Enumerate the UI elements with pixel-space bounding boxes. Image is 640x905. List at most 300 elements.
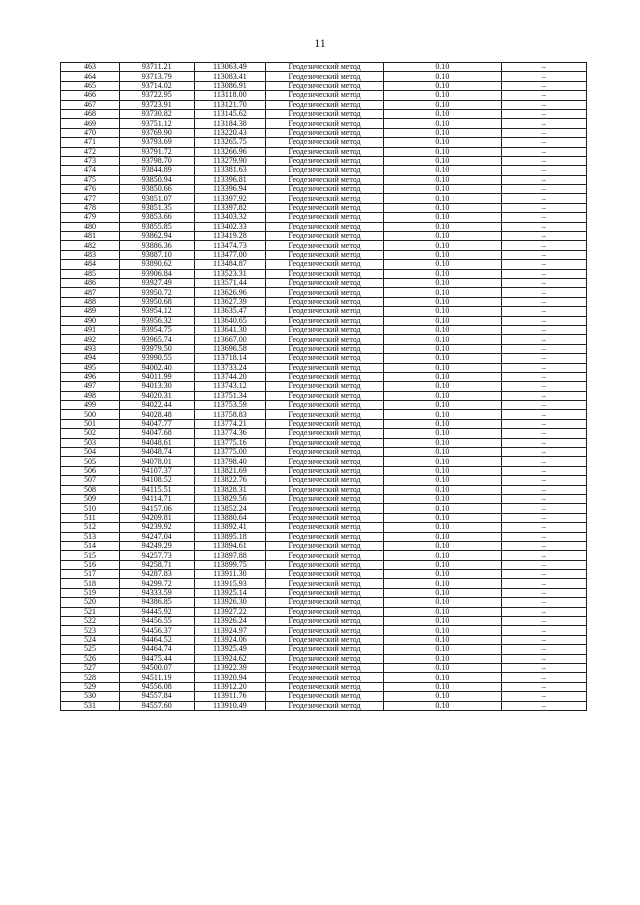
method-cell: Геодезический метод	[266, 448, 384, 457]
point-number-cell: 463	[61, 63, 120, 72]
table-row	[61, 401, 587, 410]
x-coordinate-cell: 93990.55	[119, 354, 194, 363]
accuracy-cell: 0.10	[383, 147, 501, 156]
point-number-cell: 518	[61, 579, 120, 588]
x-coordinate-cell: 94287.83	[119, 570, 194, 579]
point-number-cell: 466	[61, 91, 120, 100]
x-coordinate-cell: 93844.89	[119, 166, 194, 175]
y-coordinate-cell: 113774.21	[194, 419, 266, 428]
description-cell: –	[501, 185, 586, 194]
method-cell: Геодезический метод	[266, 598, 384, 607]
table-row	[61, 232, 587, 241]
method-cell: Геодезический метод	[266, 410, 384, 419]
x-coordinate-cell: 94511.19	[119, 673, 194, 682]
y-coordinate-cell: 113397.82	[194, 203, 266, 212]
point-number-cell: 509	[61, 494, 120, 503]
y-coordinate-cell: 113922.39	[194, 664, 266, 673]
description-cell: –	[501, 560, 586, 569]
method-cell: Геодезический метод	[266, 232, 384, 241]
method-cell: Геодезический метод	[266, 325, 384, 334]
x-coordinate-cell: 93791.72	[119, 147, 194, 156]
x-coordinate-cell: 93956.32	[119, 316, 194, 325]
description-cell: –	[501, 438, 586, 447]
point-number-cell: 468	[61, 109, 120, 118]
accuracy-cell: 0.10	[383, 664, 501, 673]
accuracy-cell: 0.10	[383, 250, 501, 259]
method-cell: Геодезический метод	[266, 466, 384, 475]
x-coordinate-cell: 94475.44	[119, 654, 194, 663]
x-coordinate-cell: 93965.74	[119, 335, 194, 344]
y-coordinate-cell: 113083.41	[194, 72, 266, 81]
description-cell: –	[501, 457, 586, 466]
y-coordinate-cell: 113381.63	[194, 166, 266, 175]
point-number-cell: 481	[61, 232, 120, 241]
table-row	[61, 560, 587, 569]
description-cell: –	[501, 250, 586, 259]
method-cell: Геодезический метод	[266, 645, 384, 654]
table-row	[61, 325, 587, 334]
table-row	[61, 222, 587, 231]
method-cell: Геодезический метод	[266, 269, 384, 278]
description-cell: –	[501, 138, 586, 147]
y-coordinate-cell: 113641.30	[194, 325, 266, 334]
method-cell: Геодезический метод	[266, 673, 384, 682]
method-cell: Геодезический метод	[266, 63, 384, 72]
y-coordinate-cell: 113266.96	[194, 147, 266, 156]
point-number-cell: 513	[61, 532, 120, 541]
x-coordinate-cell: 93950.68	[119, 297, 194, 306]
x-coordinate-cell: 93979.50	[119, 344, 194, 353]
x-coordinate-cell: 93853.66	[119, 213, 194, 222]
x-coordinate-cell: 94048.74	[119, 448, 194, 457]
description-cell: –	[501, 278, 586, 287]
accuracy-cell: 0.10	[383, 175, 501, 184]
y-coordinate-cell: 113743.12	[194, 382, 266, 391]
description-cell: –	[501, 513, 586, 522]
method-cell: Геодезический метод	[266, 391, 384, 400]
description-cell: –	[501, 466, 586, 475]
accuracy-cell: 0.10	[383, 72, 501, 81]
y-coordinate-cell: 113403.32	[194, 213, 266, 222]
y-coordinate-cell: 113924.06	[194, 635, 266, 644]
point-number-cell: 511	[61, 513, 120, 522]
table-row	[61, 617, 587, 626]
y-coordinate-cell: 113758.83	[194, 410, 266, 419]
method-cell: Геодезический метод	[266, 278, 384, 287]
description-cell: –	[501, 288, 586, 297]
table-row	[61, 363, 587, 372]
table-row	[61, 147, 587, 156]
point-number-cell: 465	[61, 81, 120, 90]
description-cell: –	[501, 664, 586, 673]
x-coordinate-cell: 94500.07	[119, 664, 194, 673]
x-coordinate-cell: 94299.72	[119, 579, 194, 588]
x-coordinate-cell: 94028.48	[119, 410, 194, 419]
description-cell: –	[501, 382, 586, 391]
accuracy-cell: 0.10	[383, 607, 501, 616]
x-coordinate-cell: 94011.99	[119, 372, 194, 381]
description-cell: –	[501, 316, 586, 325]
method-cell: Геодезический метод	[266, 363, 384, 372]
table-row	[61, 185, 587, 194]
x-coordinate-cell: 93751.12	[119, 119, 194, 128]
point-number-cell: 510	[61, 504, 120, 513]
table-row	[61, 269, 587, 278]
accuracy-cell: 0.10	[383, 363, 501, 372]
x-coordinate-cell: 94557.60	[119, 701, 194, 710]
page-number: 11	[314, 36, 326, 50]
point-number-cell: 490	[61, 316, 120, 325]
point-number-cell: 520	[61, 598, 120, 607]
table-row	[61, 523, 587, 532]
y-coordinate-cell: 113880.64	[194, 513, 266, 522]
description-cell: –	[501, 673, 586, 682]
method-cell: Геодезический метод	[266, 91, 384, 100]
y-coordinate-cell: 113915.93	[194, 579, 266, 588]
description-cell: –	[501, 588, 586, 597]
description-cell: –	[501, 81, 586, 90]
table-row	[61, 63, 587, 72]
accuracy-cell: 0.10	[383, 523, 501, 532]
accuracy-cell: 0.10	[383, 513, 501, 522]
y-coordinate-cell: 113396.94	[194, 185, 266, 194]
point-number-cell: 496	[61, 372, 120, 381]
description-cell: –	[501, 626, 586, 635]
table-row	[61, 297, 587, 306]
accuracy-cell: 0.10	[383, 63, 501, 72]
accuracy-cell: 0.10	[383, 635, 501, 644]
accuracy-cell: 0.10	[383, 626, 501, 635]
method-cell: Геодезический метод	[266, 203, 384, 212]
table-row	[61, 128, 587, 137]
y-coordinate-cell: 113279.90	[194, 156, 266, 165]
description-cell: –	[501, 232, 586, 241]
description-cell: –	[501, 541, 586, 550]
method-cell: Геодезический метод	[266, 81, 384, 90]
y-coordinate-cell: 113892.41	[194, 523, 266, 532]
method-cell: Геодезический метод	[266, 372, 384, 381]
description-cell: –	[501, 598, 586, 607]
point-number-cell: 467	[61, 100, 120, 109]
accuracy-cell: 0.10	[383, 194, 501, 203]
y-coordinate-cell: 113402.33	[194, 222, 266, 231]
description-cell: –	[501, 156, 586, 165]
point-number-cell: 488	[61, 297, 120, 306]
x-coordinate-cell: 94115.51	[119, 485, 194, 494]
method-cell: Геодезический метод	[266, 504, 384, 513]
accuracy-cell: 0.10	[383, 344, 501, 353]
table-row	[61, 570, 587, 579]
method-cell: Геодезический метод	[266, 579, 384, 588]
y-coordinate-cell: 113718.14	[194, 354, 266, 363]
description-cell: –	[501, 579, 586, 588]
table-row	[61, 607, 587, 616]
table-row	[61, 438, 587, 447]
description-cell: –	[501, 203, 586, 212]
accuracy-cell: 0.10	[383, 682, 501, 691]
description-cell: –	[501, 363, 586, 372]
y-coordinate-cell: 113220.43	[194, 128, 266, 137]
method-cell: Геодезический метод	[266, 607, 384, 616]
accuracy-cell: 0.10	[383, 91, 501, 100]
table-row	[61, 701, 587, 710]
accuracy-cell: 0.10	[383, 260, 501, 269]
description-cell: –	[501, 297, 586, 306]
table-row	[61, 551, 587, 560]
x-coordinate-cell: 94464.52	[119, 635, 194, 644]
accuracy-cell: 0.10	[383, 325, 501, 334]
method-cell: Геодезический метод	[266, 476, 384, 485]
accuracy-cell: 0.10	[383, 222, 501, 231]
table-row	[61, 344, 587, 353]
description-cell: –	[501, 391, 586, 400]
point-number-cell: 474	[61, 166, 120, 175]
x-coordinate-cell: 94556.08	[119, 682, 194, 691]
x-coordinate-cell: 93722.95	[119, 91, 194, 100]
description-cell: –	[501, 175, 586, 184]
method-cell: Геодезический метод	[266, 513, 384, 522]
y-coordinate-cell: 113829.56	[194, 494, 266, 503]
y-coordinate-cell: 113184.38	[194, 119, 266, 128]
table-row	[61, 260, 587, 269]
y-coordinate-cell: 113897.88	[194, 551, 266, 560]
x-coordinate-cell: 93890.62	[119, 260, 194, 269]
method-cell: Геодезический метод	[266, 457, 384, 466]
method-cell: Геодезический метод	[266, 194, 384, 203]
point-number-cell: 528	[61, 673, 120, 682]
table-row	[61, 100, 587, 109]
table-row	[61, 448, 587, 457]
point-number-cell: 482	[61, 241, 120, 250]
table-row	[61, 288, 587, 297]
x-coordinate-cell: 93851.35	[119, 203, 194, 212]
point-number-cell: 498	[61, 391, 120, 400]
point-number-cell: 472	[61, 147, 120, 156]
point-number-cell: 529	[61, 682, 120, 691]
point-number-cell: 504	[61, 448, 120, 457]
point-number-cell: 514	[61, 541, 120, 550]
point-number-cell: 469	[61, 119, 120, 128]
accuracy-cell: 0.10	[383, 485, 501, 494]
x-coordinate-cell: 94456.55	[119, 617, 194, 626]
point-number-cell: 530	[61, 692, 120, 701]
accuracy-cell: 0.10	[383, 100, 501, 109]
accuracy-cell: 0.10	[383, 457, 501, 466]
table-row	[61, 476, 587, 485]
table-row	[61, 494, 587, 503]
table-row	[61, 504, 587, 513]
method-cell: Геодезический метод	[266, 551, 384, 560]
y-coordinate-cell: 113733.24	[194, 363, 266, 372]
description-cell: –	[501, 607, 586, 616]
table-row	[61, 532, 587, 541]
coordinates-table	[60, 62, 587, 711]
description-cell: –	[501, 91, 586, 100]
x-coordinate-cell: 94557.84	[119, 692, 194, 701]
point-number-cell: 517	[61, 570, 120, 579]
point-number-cell: 471	[61, 138, 120, 147]
y-coordinate-cell: 113145.62	[194, 109, 266, 118]
description-cell: –	[501, 213, 586, 222]
x-coordinate-cell: 94247.04	[119, 532, 194, 541]
x-coordinate-cell: 94108.52	[119, 476, 194, 485]
description-cell: –	[501, 551, 586, 560]
table-row	[61, 626, 587, 635]
y-coordinate-cell: 113696.58	[194, 344, 266, 353]
x-coordinate-cell: 94249.29	[119, 541, 194, 550]
point-number-cell: 503	[61, 438, 120, 447]
accuracy-cell: 0.10	[383, 617, 501, 626]
accuracy-cell: 0.10	[383, 654, 501, 663]
description-cell: –	[501, 504, 586, 513]
y-coordinate-cell: 113477.00	[194, 250, 266, 259]
method-cell: Геодезический метод	[266, 541, 384, 550]
table-row	[61, 81, 587, 90]
method-cell: Геодезический метод	[266, 316, 384, 325]
point-number-cell: 487	[61, 288, 120, 297]
point-number-cell: 473	[61, 156, 120, 165]
accuracy-cell: 0.10	[383, 241, 501, 250]
description-cell: –	[501, 344, 586, 353]
point-number-cell: 505	[61, 457, 120, 466]
accuracy-cell: 0.10	[383, 504, 501, 513]
table-row	[61, 598, 587, 607]
description-cell: –	[501, 448, 586, 457]
method-cell: Геодезический метод	[266, 166, 384, 175]
table-row	[61, 372, 587, 381]
y-coordinate-cell: 113265.75	[194, 138, 266, 147]
x-coordinate-cell: 94114.71	[119, 494, 194, 503]
method-cell: Геодезический метод	[266, 532, 384, 541]
point-number-cell: 486	[61, 278, 120, 287]
table-row	[61, 213, 587, 222]
table-body	[61, 63, 587, 711]
method-cell: Геодезический метод	[266, 109, 384, 118]
y-coordinate-cell: 113571.44	[194, 278, 266, 287]
accuracy-cell: 0.10	[383, 401, 501, 410]
accuracy-cell: 0.10	[383, 494, 501, 503]
x-coordinate-cell: 93862.94	[119, 232, 194, 241]
accuracy-cell: 0.10	[383, 156, 501, 165]
accuracy-cell: 0.10	[383, 419, 501, 428]
table-row	[61, 664, 587, 673]
accuracy-cell: 0.10	[383, 138, 501, 147]
description-cell: –	[501, 269, 586, 278]
description-cell: –	[501, 147, 586, 156]
table-row	[61, 692, 587, 701]
description-cell: –	[501, 701, 586, 710]
x-coordinate-cell: 94333.59	[119, 588, 194, 597]
y-coordinate-cell: 113474.73	[194, 241, 266, 250]
point-number-cell: 491	[61, 325, 120, 334]
x-coordinate-cell: 94048.61	[119, 438, 194, 447]
table-row	[61, 109, 587, 118]
accuracy-cell: 0.10	[383, 588, 501, 597]
point-number-cell: 501	[61, 419, 120, 428]
accuracy-cell: 0.10	[383, 410, 501, 419]
description-cell: –	[501, 494, 586, 503]
accuracy-cell: 0.10	[383, 541, 501, 550]
table-row	[61, 635, 587, 644]
table-row	[61, 91, 587, 100]
x-coordinate-cell: 94157.06	[119, 504, 194, 513]
y-coordinate-cell: 113118.00	[194, 91, 266, 100]
y-coordinate-cell: 113775.16	[194, 438, 266, 447]
point-number-cell: 506	[61, 466, 120, 475]
table-row	[61, 138, 587, 147]
table-row	[61, 419, 587, 428]
accuracy-cell: 0.10	[383, 382, 501, 391]
y-coordinate-cell: 113627.39	[194, 297, 266, 306]
x-coordinate-cell: 94013.30	[119, 382, 194, 391]
point-number-cell: 508	[61, 485, 120, 494]
point-number-cell: 476	[61, 185, 120, 194]
method-cell: Геодезический метод	[266, 523, 384, 532]
accuracy-cell: 0.10	[383, 551, 501, 560]
method-cell: Геодезический метод	[266, 128, 384, 137]
point-number-cell: 478	[61, 203, 120, 212]
accuracy-cell: 0.10	[383, 297, 501, 306]
accuracy-cell: 0.10	[383, 391, 501, 400]
y-coordinate-cell: 113821.69	[194, 466, 266, 475]
y-coordinate-cell: 113925.14	[194, 588, 266, 597]
accuracy-cell: 0.10	[383, 288, 501, 297]
y-coordinate-cell: 113397.92	[194, 194, 266, 203]
y-coordinate-cell: 113920.94	[194, 673, 266, 682]
y-coordinate-cell: 113774.36	[194, 429, 266, 438]
accuracy-cell: 0.10	[383, 438, 501, 447]
description-cell: –	[501, 476, 586, 485]
method-cell: Геодезический метод	[266, 241, 384, 250]
x-coordinate-cell: 94456.37	[119, 626, 194, 635]
y-coordinate-cell: 113926.30	[194, 598, 266, 607]
accuracy-cell: 0.10	[383, 81, 501, 90]
x-coordinate-cell: 93730.82	[119, 109, 194, 118]
point-number-cell: 522	[61, 617, 120, 626]
accuracy-cell: 0.10	[383, 466, 501, 475]
y-coordinate-cell: 113523.31	[194, 269, 266, 278]
x-coordinate-cell: 93886.36	[119, 241, 194, 250]
table-row	[61, 307, 587, 316]
accuracy-cell: 0.10	[383, 213, 501, 222]
point-number-cell: 479	[61, 213, 120, 222]
y-coordinate-cell: 113419.28	[194, 232, 266, 241]
table-row	[61, 241, 587, 250]
table-row	[61, 466, 587, 475]
point-number-cell: 526	[61, 654, 120, 663]
accuracy-cell: 0.10	[383, 692, 501, 701]
y-coordinate-cell: 113894.61	[194, 541, 266, 550]
y-coordinate-cell: 113828.31	[194, 485, 266, 494]
table-row	[61, 194, 587, 203]
accuracy-cell: 0.10	[383, 645, 501, 654]
accuracy-cell: 0.10	[383, 232, 501, 241]
x-coordinate-cell: 94047.68	[119, 429, 194, 438]
table-row	[61, 429, 587, 438]
description-cell: –	[501, 654, 586, 663]
method-cell: Геодезический метод	[266, 701, 384, 710]
method-cell: Геодезический метод	[266, 213, 384, 222]
x-coordinate-cell: 94209.81	[119, 513, 194, 522]
point-number-cell: 502	[61, 429, 120, 438]
x-coordinate-cell: 94258.71	[119, 560, 194, 569]
table-row	[61, 391, 587, 400]
description-cell: –	[501, 307, 586, 316]
table-row	[61, 316, 587, 325]
method-cell: Геодезический метод	[266, 344, 384, 353]
method-cell: Геодезический метод	[266, 429, 384, 438]
accuracy-cell: 0.10	[383, 109, 501, 118]
